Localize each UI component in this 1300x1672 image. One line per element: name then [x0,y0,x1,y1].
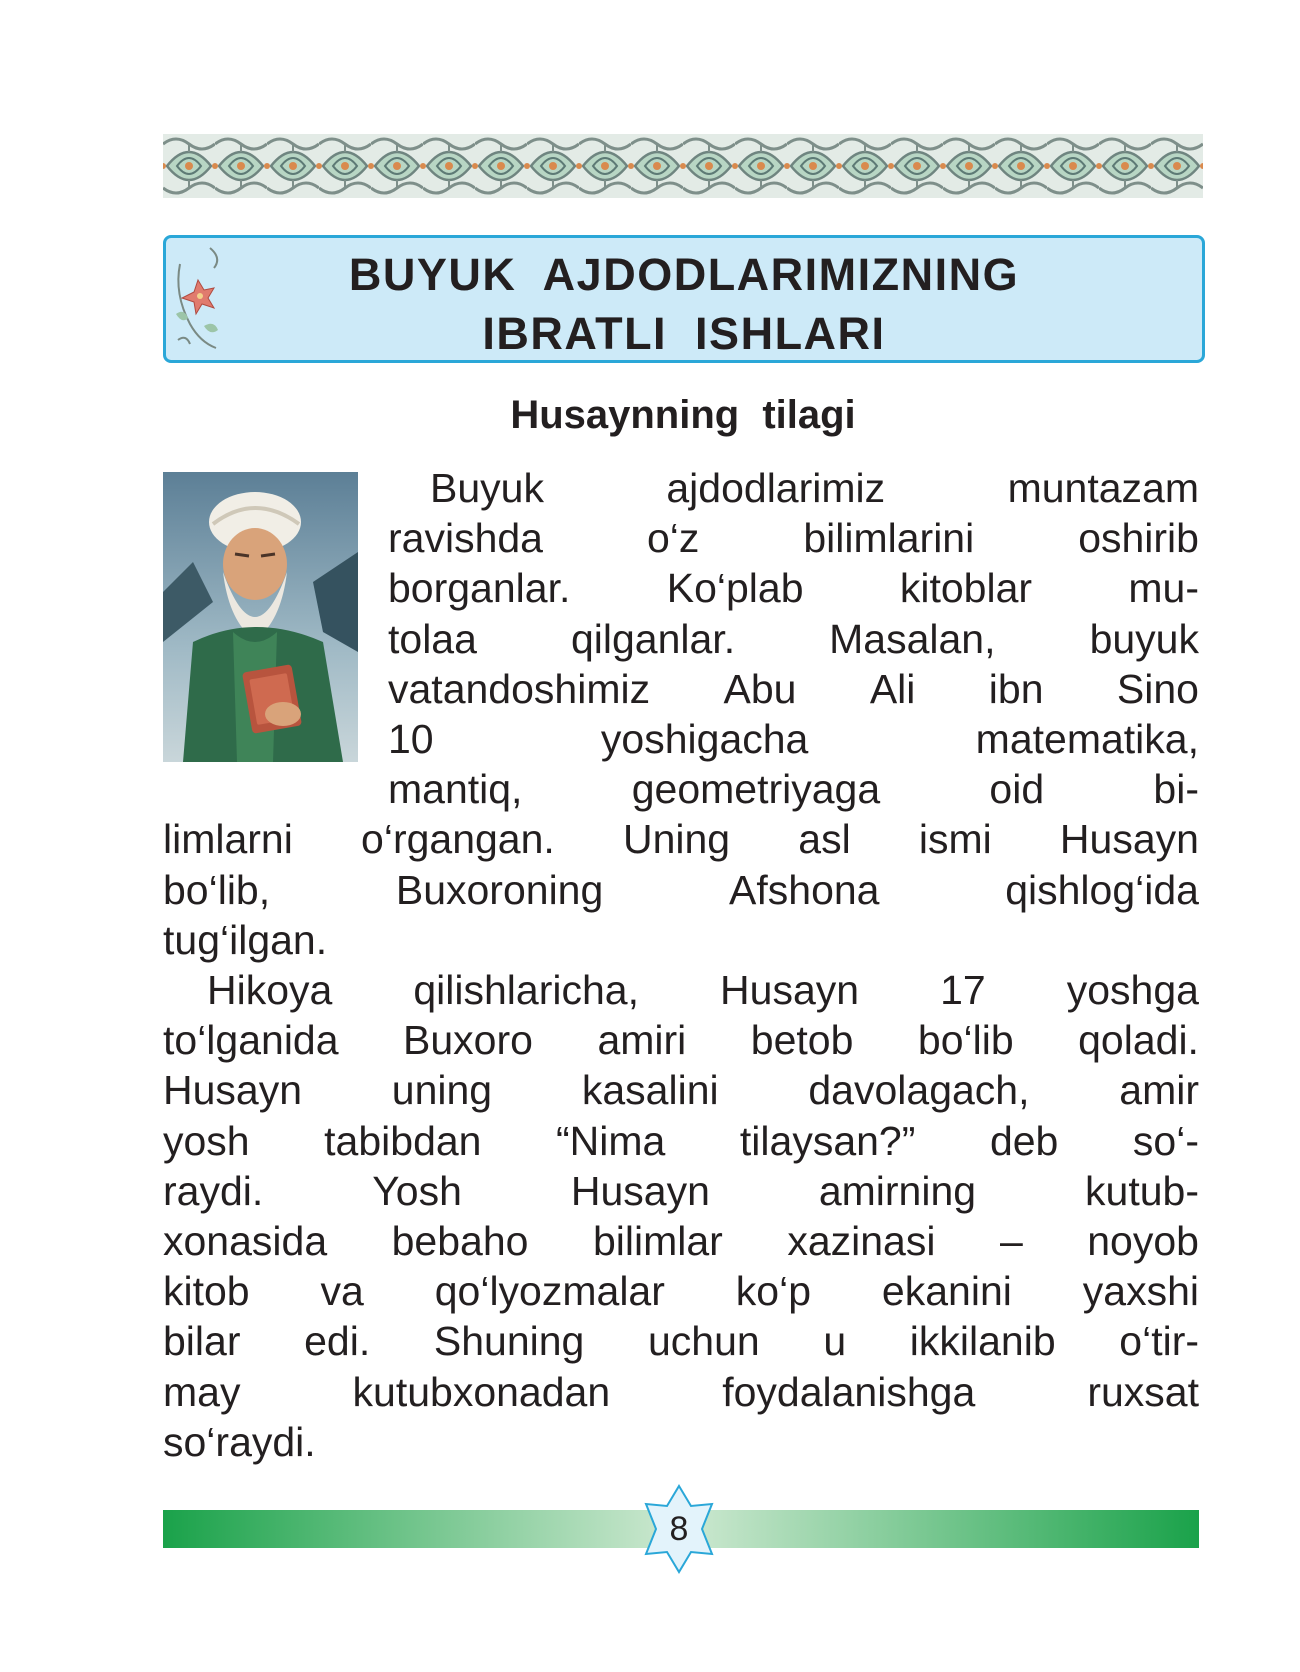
word: so‘raydi. [163,1419,316,1465]
word: Buxoroning [395,867,604,913]
word: yaxshi [1082,1268,1199,1314]
text-line [163,1316,1199,1366]
word: may [163,1369,241,1415]
word: xonasida [163,1218,328,1264]
word: Buyuk [430,465,544,511]
word: bi- [1153,766,1199,812]
word: qishlog‘ida [1005,867,1199,913]
word: amirning [818,1168,977,1214]
text-line [388,614,1199,664]
text-line [163,915,1199,965]
word: mantiq, [388,766,523,812]
word: tolaa [388,616,477,662]
scholar-portrait-icon [163,472,358,762]
word: muntazam [1007,465,1199,511]
word: Shuning [433,1318,585,1364]
word: edi. [304,1318,371,1364]
word: davolagach, [808,1067,1030,1113]
word: tabibdan [324,1118,482,1164]
word: Husayn [163,1067,303,1113]
text-line [163,1216,1199,1266]
word: bilimlarini [803,515,975,561]
word: Masalan, [829,616,996,662]
text-line [388,714,1199,764]
word: buyuk [1089,616,1199,662]
text-line [388,764,1199,814]
word: ibn [988,666,1044,712]
word: uning [391,1067,493,1113]
word: ruxsat [1087,1369,1199,1415]
word: Husayn [720,967,860,1013]
story-heading: Husaynning tilagi [510,393,856,437]
word: oid [989,766,1045,812]
word: u [823,1318,847,1364]
word: bilimlar [592,1218,723,1264]
text-line [388,664,1199,714]
word: bebaho [391,1218,529,1264]
word: Husayn [570,1168,710,1214]
scholar-portrait-image [163,472,358,762]
word: yoshigacha [600,716,809,762]
title-line-1: BUYUK AJDODLARIMIZNING [348,249,1020,300]
word: – [999,1218,1023,1264]
word: Sino [1116,666,1199,712]
word: oshirib [1078,515,1199,561]
text-line [430,463,1199,513]
word: Abu [723,666,797,712]
word: kutubxonadan [352,1369,611,1415]
text-line [388,563,1199,613]
word: yosh [163,1118,250,1164]
text-line [163,1367,1199,1417]
word: Afshona [729,867,880,913]
word: qo‘lyozmalar [434,1268,665,1314]
word: ismi [918,816,992,862]
word: 17 [940,967,986,1013]
text-line [163,865,1199,915]
title-banner [163,235,1205,363]
word: qilganlar. [570,616,736,662]
word: bilar [163,1318,241,1364]
word: Ko‘plab [666,565,804,611]
word: kitob [163,1268,250,1314]
word: tug‘ilgan. [163,917,328,963]
word: so‘- [1132,1118,1199,1164]
text-line [163,1116,1199,1166]
word: 10 [388,716,434,762]
word: ikkilanib [909,1318,1056,1364]
word: kasalini [581,1067,719,1113]
ornamental-border [163,134,1203,198]
word: Uning [622,816,731,862]
word: to‘lganida [163,1017,339,1063]
word: Yosh [372,1168,462,1214]
text-line [207,965,1199,1015]
word: ajdodlarimiz [666,465,886,511]
page-number-badge [644,1484,714,1574]
title-line-2: IBRATLI ISHLARI [482,308,886,359]
word: amiri [597,1017,687,1063]
word: betob [750,1017,854,1063]
word: o‘z [646,515,700,561]
word: ravishda [388,515,543,561]
word: kitoblar [899,565,1033,611]
text-line [388,513,1199,563]
word: qilishlaricha, [413,967,639,1013]
word: Ali [869,666,916,712]
word: kutub- [1085,1168,1199,1214]
word: noyob [1087,1218,1199,1264]
text-line [163,1417,1199,1467]
word: tilaysan?” [739,1118,916,1164]
word: limlarni [163,816,293,862]
word: Buxoro [403,1017,533,1063]
word: uchun [647,1318,760,1364]
word: qoladi. [1078,1017,1199,1063]
word: borganlar. [388,565,571,611]
word: o‘tir- [1119,1318,1199,1364]
page-number: 8 [669,1510,689,1548]
word: mu- [1128,565,1199,611]
word: vatandoshimiz [388,666,651,712]
text-line [163,1065,1199,1115]
word: matematika, [975,716,1199,762]
word: va [320,1268,364,1314]
word: ekanini [881,1268,1012,1314]
word: xazinasi [787,1218,936,1264]
word: “Nima [556,1118,666,1164]
word: ko‘p [735,1268,812,1314]
word: amir [1119,1067,1199,1113]
word: foydalanishga [722,1369,976,1415]
word: bo‘lib, [163,867,271,913]
text-line [163,814,1199,864]
text-line [163,1166,1199,1216]
word: geometriyaga [631,766,881,812]
word: raydi. [163,1168,264,1214]
word: Husayn [1059,816,1199,862]
ornament-pattern-icon [163,134,1203,198]
word: deb [989,1118,1059,1164]
text-line [163,1266,1199,1316]
word: bo‘lib [917,1017,1014,1063]
word: Hikoya [207,967,333,1013]
word: yoshga [1066,967,1199,1013]
word: asl [798,816,851,862]
text-line [163,1015,1199,1065]
word: o‘rgangan. [361,816,555,862]
